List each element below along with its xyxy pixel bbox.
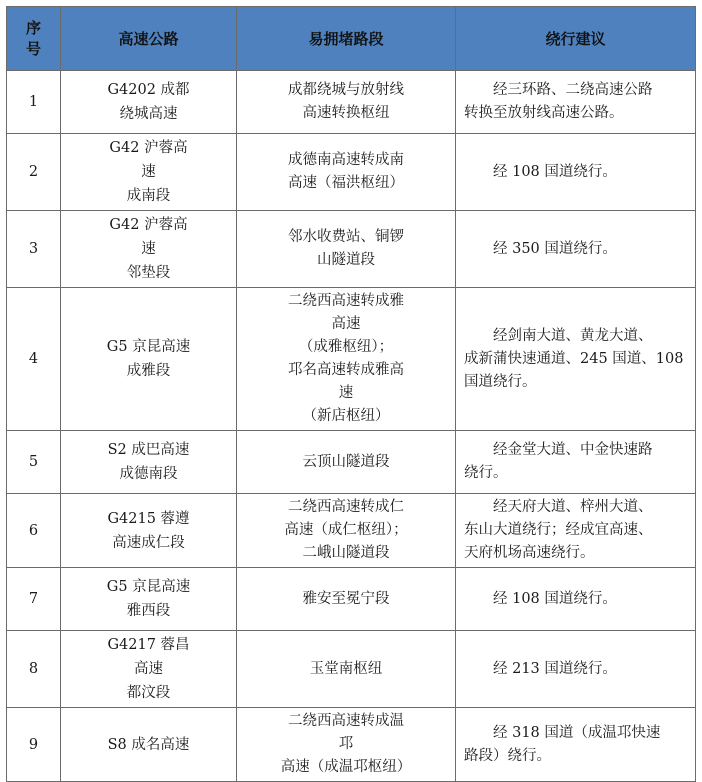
highway-cell-line: G42 沪蓉高 bbox=[109, 217, 188, 233]
table-row bbox=[7, 568, 696, 631]
segment-cell bbox=[237, 288, 456, 431]
advice-cell-line: 路段）绕行。 bbox=[464, 747, 551, 764]
row-number: 2 bbox=[7, 134, 61, 211]
highway-cell bbox=[61, 134, 237, 211]
highway-cell-line: 成德南段 bbox=[119, 466, 178, 482]
segment-cell bbox=[237, 431, 456, 494]
advice-cell bbox=[456, 134, 696, 211]
highway-cell-line: 成雅段 bbox=[126, 363, 171, 379]
table-header-row bbox=[7, 7, 696, 71]
segment-cell bbox=[237, 708, 456, 782]
advice-cell-line: 转换至放射线高速公路。 bbox=[464, 105, 624, 121]
row-number: 9 bbox=[7, 708, 61, 782]
segment-cell-line: （成雅枢纽）； bbox=[298, 339, 394, 355]
segment-cell-line: 二绕西高速转成温 bbox=[288, 713, 404, 729]
highway-cell-line: S8 成名高速 bbox=[107, 736, 190, 753]
advice-cell bbox=[456, 288, 696, 431]
highway-cell-line: 都汶段 bbox=[126, 685, 171, 701]
highway-cell-line: S2 成巴高速 bbox=[107, 442, 190, 458]
highway-cell-line: G4202 成都 bbox=[107, 82, 190, 98]
segment-cell-line: 高速（成仁枢纽）； bbox=[284, 522, 408, 538]
segment-cell-line: 高速转换枢纽 bbox=[302, 105, 390, 121]
segment-cell-line: 玉堂南枢纽 bbox=[309, 660, 383, 677]
row-number: 7 bbox=[7, 568, 61, 631]
segment-cell bbox=[237, 71, 456, 134]
segment-cell-line: 二绕西高速转成仁 bbox=[288, 499, 404, 515]
highway-cell-line: G42 沪蓉高 bbox=[109, 140, 188, 156]
highway-cell bbox=[61, 431, 237, 494]
highway-cell-line: 速 bbox=[141, 164, 156, 180]
table-row bbox=[7, 494, 696, 568]
header-no-line2: 号 bbox=[25, 39, 41, 58]
row-number: 3 bbox=[7, 211, 61, 288]
advice-cell-line: 经 350 国道绕行。 bbox=[493, 240, 617, 257]
segment-cell bbox=[237, 134, 456, 211]
advice-cell-line: 经 213 国道绕行。 bbox=[493, 660, 617, 677]
table-row bbox=[7, 431, 696, 494]
highway-cell-line: 高速成仁段 bbox=[112, 534, 185, 551]
segment-cell-line: 成德南高速转成南 bbox=[288, 152, 404, 168]
row-number: 4 bbox=[7, 288, 61, 431]
highway-cell bbox=[61, 708, 237, 782]
segment-cell bbox=[237, 568, 456, 631]
header-highway: 高速公路 bbox=[61, 7, 237, 71]
highway-cell bbox=[61, 211, 237, 288]
header-advice: 绕行建议 bbox=[456, 7, 696, 71]
table-row bbox=[7, 631, 696, 708]
highway-cell-line: 绕城高速 bbox=[119, 106, 178, 122]
advice-cell-line: 国道绕行。 bbox=[464, 373, 537, 390]
table-row bbox=[7, 708, 696, 782]
advice-cell-line: 经剑南大道、黄龙大道、 bbox=[493, 327, 653, 344]
highway-cell bbox=[61, 71, 237, 134]
advice-cell-line: 东山大道绕行；经成宜高速、 bbox=[464, 522, 653, 538]
advice-cell-line: 经金堂大道、中金快速路 bbox=[493, 442, 653, 458]
table-row bbox=[7, 211, 696, 288]
table-row bbox=[7, 288, 696, 431]
highway-cell bbox=[61, 494, 237, 568]
row-number: 5 bbox=[7, 431, 61, 494]
segment-cell-line: 邛名高速转成雅高 bbox=[288, 362, 404, 378]
advice-cell-line: 成新蒲快速通道、245 国道、108 bbox=[464, 350, 684, 367]
segment-cell-line: 雅安至冕宁段 bbox=[302, 590, 390, 607]
advice-cell bbox=[456, 708, 696, 782]
advice-cell bbox=[456, 211, 696, 288]
segment-cell bbox=[237, 631, 456, 708]
advice-cell-line: 经 108 国道绕行。 bbox=[493, 163, 617, 180]
segment-cell-line: 速 bbox=[338, 385, 354, 401]
highway-cell bbox=[61, 288, 237, 431]
row-number: 6 bbox=[7, 494, 61, 568]
segment-cell-line: 高速（成温邛枢纽） bbox=[280, 759, 412, 775]
table-row bbox=[7, 134, 696, 211]
highway-cell-line: G5 京昆高速 bbox=[106, 339, 191, 355]
highway-cell-line: G4215 蓉遵 bbox=[107, 510, 190, 527]
advice-cell bbox=[456, 631, 696, 708]
advice-cell bbox=[456, 71, 696, 134]
segment-cell bbox=[237, 494, 456, 568]
row-number: 1 bbox=[7, 71, 61, 134]
advice-cell-line: 经 108 国道绕行。 bbox=[493, 590, 617, 607]
advice-cell-line: 天府机场高速绕行。 bbox=[464, 545, 595, 561]
segment-cell-line: 高速 bbox=[331, 316, 361, 332]
segment-cell-line: 邻水收费站、铜锣 bbox=[288, 229, 404, 245]
advice-cell bbox=[456, 431, 696, 494]
segment-cell-line: 二峨山隧道段 bbox=[302, 545, 390, 561]
table-row bbox=[7, 71, 696, 134]
highway-cell-line: G5 京昆高速 bbox=[106, 579, 191, 595]
highway-cell-line: 成南段 bbox=[126, 188, 171, 204]
advice-cell-line: 经天府大道、梓州大道、 bbox=[493, 499, 653, 515]
segment-cell-line: 云顶山隧道段 bbox=[302, 453, 390, 470]
segment-cell-line: 山隧道段 bbox=[317, 252, 375, 268]
advice-cell-line: 绕行。 bbox=[464, 465, 508, 481]
advice-cell-line: 经三环路、二绕高速公路 bbox=[493, 82, 653, 98]
segment-cell bbox=[237, 211, 456, 288]
highway-cell-line: 雅西段 bbox=[126, 603, 171, 619]
segment-cell-line: 成都绕城与放射线 bbox=[288, 82, 404, 98]
header-no-line1: 序 bbox=[25, 18, 41, 37]
highway-cell-line: G4217 蓉昌 bbox=[107, 637, 190, 653]
segment-cell-line: 二绕西高速转成雅 bbox=[288, 293, 404, 309]
advice-cell bbox=[456, 494, 696, 568]
highway-cell-line: 速 bbox=[141, 241, 156, 257]
row-number: 8 bbox=[7, 631, 61, 708]
segment-cell-line: 邛 bbox=[338, 736, 354, 752]
advice-cell bbox=[456, 568, 696, 631]
segment-cell-line: 高速（福洪枢纽） bbox=[288, 175, 404, 191]
highway-cell-line: 高速 bbox=[134, 661, 163, 677]
segment-cell-line: （新店枢纽） bbox=[302, 408, 390, 424]
header-segment: 易拥堵路段 bbox=[237, 7, 456, 71]
highway-cell-line: 邻垫段 bbox=[126, 265, 171, 281]
header-no bbox=[7, 7, 61, 71]
highway-cell bbox=[61, 568, 237, 631]
detour-table bbox=[6, 6, 696, 782]
highway-cell bbox=[61, 631, 237, 708]
advice-cell-line: 经 318 国道（成温邛快速 bbox=[493, 724, 661, 741]
